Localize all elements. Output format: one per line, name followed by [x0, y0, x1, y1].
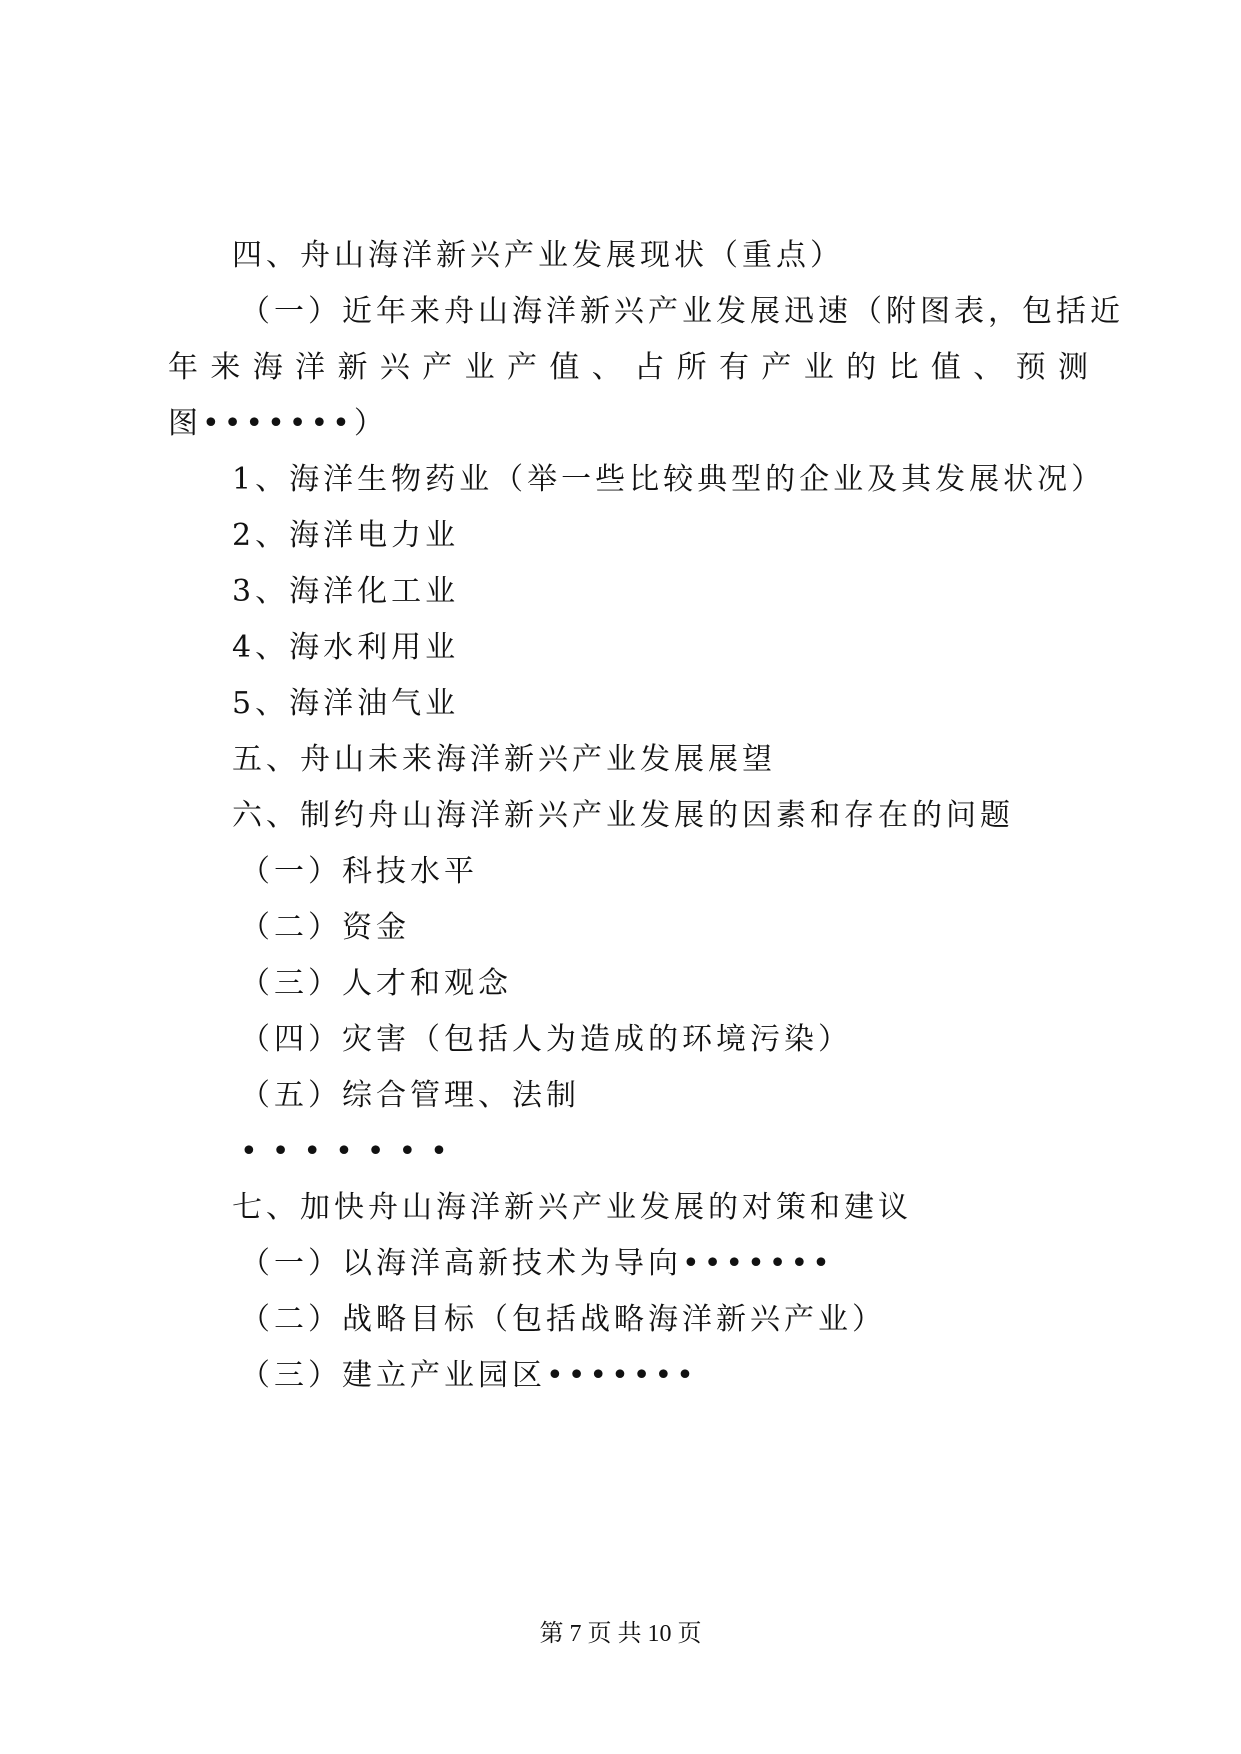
page-number-footer: 第 7 页 共 10 页: [539, 1621, 702, 1647]
section-6-item-4: （四）灾害（包括人为造成的环境污染）: [240, 1022, 852, 1057]
section-6-heading: 六、制约舟山海洋新兴产业发展的因素和存在的问题: [232, 798, 1014, 833]
section-5-heading: 五、舟山未来海洋新兴产业发展展望: [232, 742, 776, 777]
section-6-item-2: （二）资金: [240, 910, 410, 945]
section-7-heading: 七、加快舟山海洋新兴产业发展的对策和建议: [232, 1190, 912, 1225]
list-item-1: 1、海洋生物药业（举一些比较典型的企业及其发展状况）: [232, 462, 1106, 497]
list-item-4: 4、海水利用业: [232, 630, 460, 665]
section-6-item-3: （三）人才和观念: [240, 966, 512, 1001]
section-6-item-1: （一）科技水平: [240, 854, 478, 889]
ellipsis-line: •••••••: [240, 1134, 462, 1169]
section-7-item-2: （二）战略目标（包括战略海洋新兴产业）: [240, 1302, 886, 1337]
section-6-item-5: （五）综合管理、法制: [240, 1078, 580, 1113]
list-item-3: 3、海洋化工业: [232, 574, 460, 609]
section-4-sub-1-line-2: 年来海洋新兴产业产值、占所有产业的比值、预测: [168, 350, 1088, 385]
section-4-sub-1-line-1: （一）近年来舟山海洋新兴产业发展迅速（附图表，包括近: [240, 294, 1124, 329]
section-7-item-1: （一）以海洋高新技术为导向•••••••: [240, 1246, 834, 1281]
list-item-2: 2、海洋电力业: [232, 518, 460, 553]
section-4-sub-1-line-3: 图•••••••）: [168, 406, 388, 441]
section-7-item-3: （三）建立产业园区•••••••: [240, 1358, 698, 1393]
section-4-heading: 四、舟山海洋新兴产业发展现状（重点）: [232, 238, 844, 273]
list-item-5: 5、海洋油气业: [232, 686, 460, 721]
